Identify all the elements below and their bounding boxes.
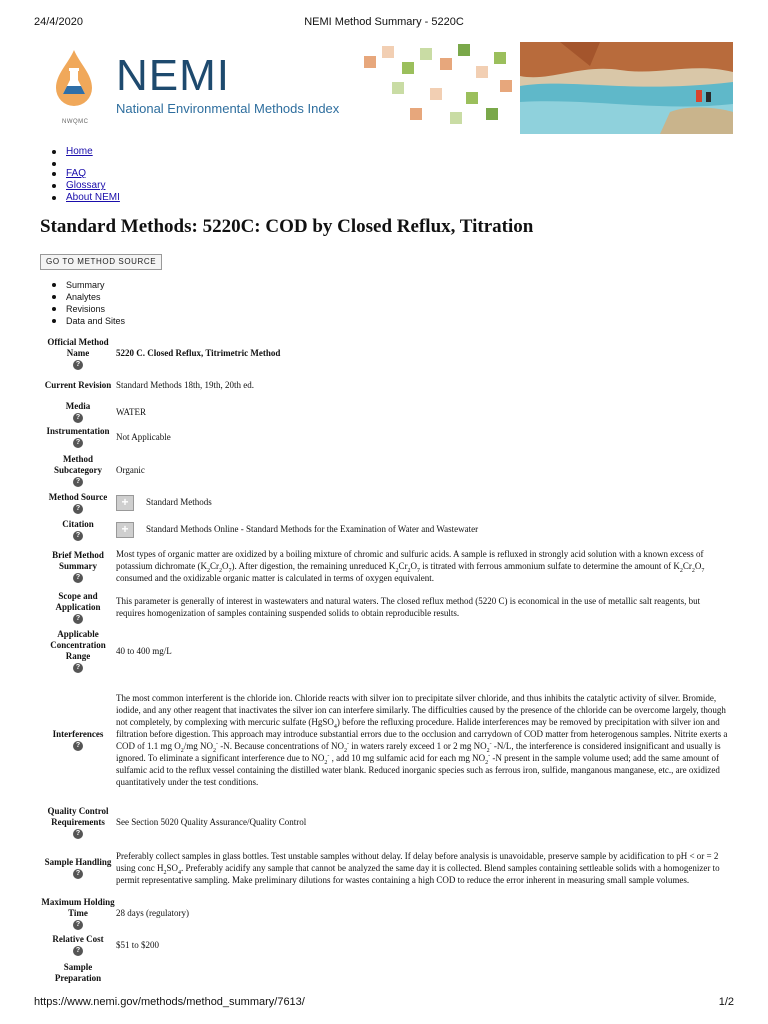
field-method-source	[40, 490, 730, 516]
tab-summary[interactable]: Summary	[48, 279, 125, 291]
help-icon[interactable]: ?	[73, 614, 83, 624]
logo-wordmark[interactable]: NEMI	[116, 51, 230, 100]
help-icon[interactable]: ?	[73, 869, 83, 879]
nav-gap	[48, 158, 120, 168]
field-label: Brief Method Summary ?	[52, 549, 104, 581]
nav-link-faq[interactable]: FAQ	[66, 168, 87, 179]
field-label: Quality Control Requirements ?	[47, 805, 109, 837]
field-quality-control	[40, 804, 730, 840]
banner-mosaic	[340, 42, 520, 134]
field-value: Not Applicable	[116, 432, 171, 442]
field-method-subcategory	[40, 450, 730, 490]
print-date: 24/4/2020	[34, 16, 83, 28]
help-icon[interactable]: ?	[73, 741, 83, 751]
nav-link-home[interactable]: Home	[66, 146, 93, 157]
help-icon[interactable]: ?	[73, 663, 83, 673]
field-label: Applicable Concentration Range ?	[50, 629, 106, 671]
nav-link-glossary[interactable]: Glossary	[66, 180, 106, 191]
field-label: Method Subcategory ?	[54, 453, 102, 485]
help-icon[interactable]: ?	[73, 946, 83, 956]
help-icon[interactable]: ?	[73, 413, 83, 423]
tab-analytes[interactable]: Analytes	[48, 291, 125, 303]
expand-plus-icon[interactable]: +	[116, 522, 134, 538]
nav-item-about[interactable]	[48, 192, 120, 204]
help-icon[interactable]: ?	[73, 829, 83, 839]
field-value: This parameter is generally of interest in wastewaters and natural waters. The closed reflux method (5220 C) is economical in the use of metallic salt reagents, but requires homogenization of samples containing suspended solids to obtain reproducible results.	[116, 596, 701, 618]
field-label: Relative Cost ?	[52, 934, 104, 954]
field-value: WATER	[116, 407, 146, 417]
field-label: Current Revision	[44, 379, 112, 390]
field-value: The most common interferent is the chloride ion. Chloride reacts with silver ion to precipitate silver chloride, and thus inhibits the catalytic activity of silver. Bromide, iodide, and any other reagent that inactivates the silver ion can interfere similarly. The difficulties caused by the presence of the chloride can be overcome largely, though not completely, by complexing with mercuric sulfate (HgSO$_4$) before the refluxing procedure. Halide interferences may be removed by precipitation with silver ion and filtration before digestion. This approach may introduce substantial errors due to the occlusion and carrydown of COD matter from heterogenous samples. Nitrite exerts a COD of 1.1 mg $O_2/mg$ $NO_2^-$ -N. Because concentrations of $NO_2^-$ in waters rarely exceed 1 or 2 mg $NO_2^-$ -N/L, the interference is considered insignificant and usually is ignored. To eliminate a significant interference due to $NO_2^-$ , add 10 mg sulfamic acid for each mg $NO_2^-$ -N present in the sample volume used; add the same amount of sulfamic acid to the reflux vessel containing the distilled water blank. Reduced inorganic species such as ferrous iron, sulfide, manganous manganese, etc., are oxidized quantitatively under the test conditions.	[116, 693, 728, 787]
field-label: Media ?	[65, 401, 91, 421]
field-label: Scope and Application ?	[55, 590, 101, 622]
field-media	[40, 400, 730, 424]
print-page-number: 1/2	[718, 996, 734, 1008]
field-label: Sample Handling ?	[44, 857, 112, 877]
field-value: + Standard Methods	[116, 495, 730, 511]
banner-river-photo	[520, 42, 733, 134]
nav-item-faq[interactable]	[48, 168, 120, 180]
field-brief-method-summary	[40, 544, 730, 588]
print-url: https://www.nemi.gov/methods/method_summary/7613/	[34, 996, 305, 1008]
field-value: + Standard Methods Online - Standard Methods for the Examination of Water and Wastewater	[116, 522, 730, 538]
tab-data-and-sites[interactable]: Data and Sites	[48, 315, 125, 327]
help-icon[interactable]: ?	[73, 438, 83, 448]
print-header	[34, 16, 734, 30]
field-value: 40 to 400 mg/L	[116, 646, 172, 656]
field-instrumentation	[40, 424, 730, 450]
field-interferences	[40, 676, 730, 804]
method-summary-table	[40, 336, 730, 986]
go-to-method-source-button[interactable]: GO TO METHOD SOURCE	[40, 254, 162, 270]
field-value: Organic	[116, 465, 145, 475]
field-value: See Section 5020 Quality Assurance/Quality Control	[116, 817, 307, 827]
field-label: Instrumentation ?	[46, 426, 110, 446]
expand-plus-icon[interactable]: +	[116, 495, 134, 511]
field-value: $51 to $200	[116, 940, 160, 950]
field-current-revision	[40, 370, 730, 400]
field-label: Maximum Holding Time ?	[41, 896, 115, 928]
help-icon[interactable]: ?	[73, 504, 83, 514]
tab-revisions[interactable]: Revisions	[48, 303, 125, 315]
field-scope-and-application	[40, 588, 730, 626]
print-footer	[34, 996, 734, 1010]
field-value: Standard Methods 18th, 19th, 20th ed.	[116, 380, 254, 390]
help-icon[interactable]: ?	[73, 360, 83, 370]
help-icon[interactable]: ?	[73, 531, 83, 541]
field-sample-handling	[40, 840, 730, 896]
field-label: Method Source ?	[48, 492, 108, 512]
print-title: NEMI Method Summary - 5220C	[304, 16, 464, 28]
help-icon[interactable]: ?	[73, 477, 83, 487]
field-label: Interferences ?	[52, 729, 104, 749]
logo-flask-icon[interactable]	[54, 50, 94, 106]
nav-item-glossary[interactable]	[48, 180, 120, 192]
field-maximum-holding-time	[40, 896, 730, 930]
nav-link-about[interactable]: About NEMI	[66, 192, 120, 203]
field-label: Sample Preparation	[54, 962, 102, 983]
help-icon[interactable]: ?	[73, 920, 83, 930]
field-official-name	[40, 336, 730, 370]
field-value: Most types of organic matter are oxidized by a boiling mixture of chromic and sulfuric acids. A sample is refluxed in strongly acid solution with a known excess of potassium dichromate $(K_2Cr_2O_7)$. After digestion, the remaining unreduced $K_2Cr_2O_7$ is titrated with ferrous ammonium sulfate to determine the amount of $K_2Cr_2O_7$ consumed and the oxidizable organic matter is calculated in terms of oxygen equivalent.	[116, 549, 705, 583]
help-icon[interactable]: ?	[73, 573, 83, 583]
field-value: 28 days (regulatory)	[116, 908, 189, 918]
field-citation	[40, 516, 730, 544]
field-applicable-range	[40, 626, 730, 676]
page-title: Standard Methods: 5220C: COD by Closed Reflux, Titration	[40, 216, 534, 237]
logo-subtitle: National Environmental Methods Index	[116, 101, 340, 116]
field-value: 5220 C. Closed Reflux, Titrimetric Method	[116, 348, 281, 358]
field-value: Preferably collect samples in glass bottles. Test unstable samples without delay. If delay before analysis is unavoidable, preserve sample by acidification to pH < or = 2 using conc $H_2SO_4$. Preferably acidify any sample that cannot be analyzed the same day it is collected. Blend samples containing settleable solids with a homogenizer to permit representative sampling. Make preliminary dilutions for wastes containing a high COD to reduce the error inherent in measuring small sample volumes.	[116, 851, 720, 885]
site-banner	[40, 42, 733, 134]
nav-item-home[interactable]	[48, 146, 120, 158]
field-sample-preparation	[40, 960, 730, 986]
field-label: Citation ?	[62, 519, 94, 539]
field-relative-cost	[40, 930, 730, 960]
site-nav	[48, 146, 120, 204]
logo-org: NWQMC	[62, 119, 89, 125]
section-tabs	[48, 279, 125, 327]
field-label: Official Method Name ?	[47, 336, 109, 368]
